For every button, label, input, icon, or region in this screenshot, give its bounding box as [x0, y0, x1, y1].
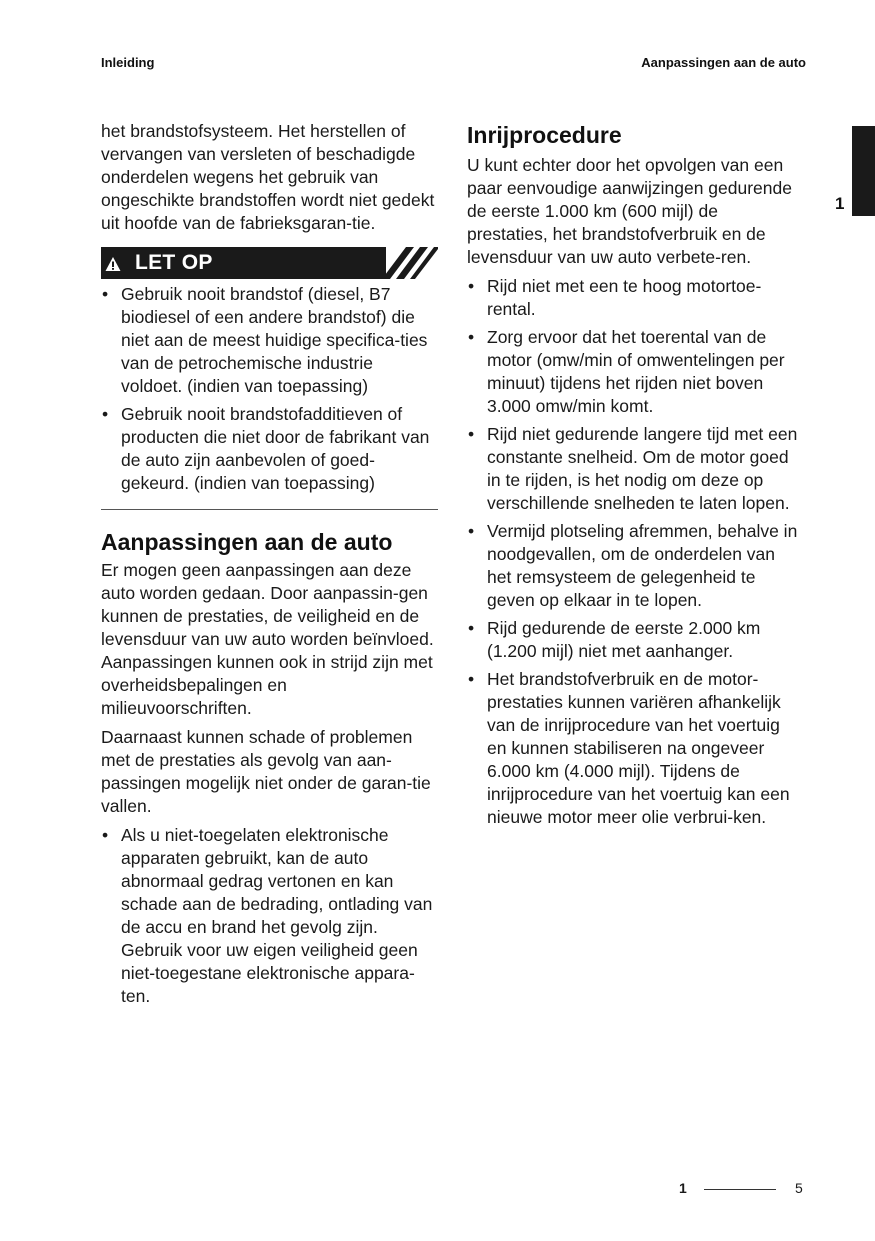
section-heading-break-in: Inrijprocedure	[467, 122, 622, 148]
warning-bar	[101, 247, 438, 279]
break-in-list-item: • Het brandstofverbruik en de motor-prestaties kunnen variëren afhankelijk van de inrijprocedure van het voertuig en kunnen stabiliseren na ongeveer 6.000 km (4.000 mijl). Tijdens de inrijprocedure van het voertuig kan een nieuwe motor meer olie verbrui-ken.	[467, 668, 803, 829]
break-in-intro: U kunt echter door het opvolgen van een paar eenvoudige aanwijzingen gedurende de eerste 1.000 km (600 mijl) de prestaties, het brandstofverbruik en de levensduur van uw auto verbete-ren.	[467, 155, 792, 267]
break-in-list	[467, 275, 803, 829]
chapter-tab-number: 1	[835, 194, 845, 213]
warning-title: LET OP	[135, 251, 213, 274]
warning-slash-decoration	[382, 247, 438, 279]
warning-divider	[101, 509, 438, 510]
modifications-list-item: • Als u niet-toegelaten elektronische apparaten gebruikt, kan de auto abnormaal gedrag vertonen en kan schade aan de bedrading, ontlading van de accu en brand het gevolg zijn. Gebruik voor uw eigen veiligheid geen niet-toegestane elektronische appara-ten.	[101, 824, 438, 1008]
left-column	[101, 120, 438, 1013]
footer-chapter-number: 1	[679, 1180, 687, 1196]
warning-list	[101, 283, 438, 495]
section-heading-modifications: Aanpassingen aan de auto	[101, 529, 393, 555]
footer-page-number: 5	[795, 1180, 803, 1196]
warning-list-item: • Gebruik nooit brandstofadditieven of producten die niet door de fabrikant van de auto zijn aanbevolen of goed-gekeurd. (indien van toepassing)	[101, 403, 438, 495]
break-in-list-item: • Vermijd plotseling afremmen, behalve in noodgevallen, om de onderdelen van het remsysteem de gelegenheid te geven op elkaar in te lopen.	[467, 520, 803, 612]
warning-list-item: • Gebruik nooit brandstof (diesel, B7 biodiesel of een andere brandstof) die niet aan de meest huidige specifica-ties van de petrochemische industrie voldoet. (indien van toepassing)	[101, 283, 438, 398]
break-in-list-item: • Rijd niet met een te hoog motortoe-rental.	[467, 275, 803, 321]
break-in-list-item: • Rijd gedurende de eerste 2.000 km (1.200 mijl) niet met aanhanger.	[467, 617, 803, 663]
break-in-list-item: • Rijd niet gedurende langere tijd met een constante snelheid. Om de motor goed in te rijden, is het nodig om deze op verschillende snelheden te laten lopen.	[467, 423, 803, 515]
section-paragraph: Er mogen geen aanpassingen aan deze auto worden gedaan. Door aanpassin-gen kunnen de prestaties, de veiligheid en de levensduur van uw auto worden beïnvloed. Aanpassingen kunnen ook in strijd zijn met overheidsbepalingen en milieuvoorschriften.	[101, 560, 434, 718]
section-paragraph: Daarnaast kunnen schade of problemen met de prestaties als gevolg van aan-passingen mogelijk niet onder de garan-tie vallen.	[101, 727, 431, 816]
chapter-tab	[852, 126, 875, 216]
running-header-section: Inleiding	[101, 55, 155, 70]
intro-paragraph: het brandstofsysteem. Het herstellen of vervangen van versleten of beschadigde onderdelen wegens het gebruik van ongeschikte brandstoffen wordt niet gedekt uit hoofde van de fabrieksgaran-tie.	[101, 121, 435, 233]
running-header-chapter: Aanpassingen aan de auto	[641, 55, 806, 70]
modifications-list	[101, 824, 438, 1008]
break-in-list-item: • Zorg ervoor dat het toerental van de motor (omw/min of omwentelingen per minuut) tijdens het rijden niet boven 3.000 omw/min komt.	[467, 326, 803, 418]
footer-divider	[704, 1189, 776, 1190]
right-column	[467, 120, 803, 834]
warning-triangle-icon	[105, 256, 121, 272]
